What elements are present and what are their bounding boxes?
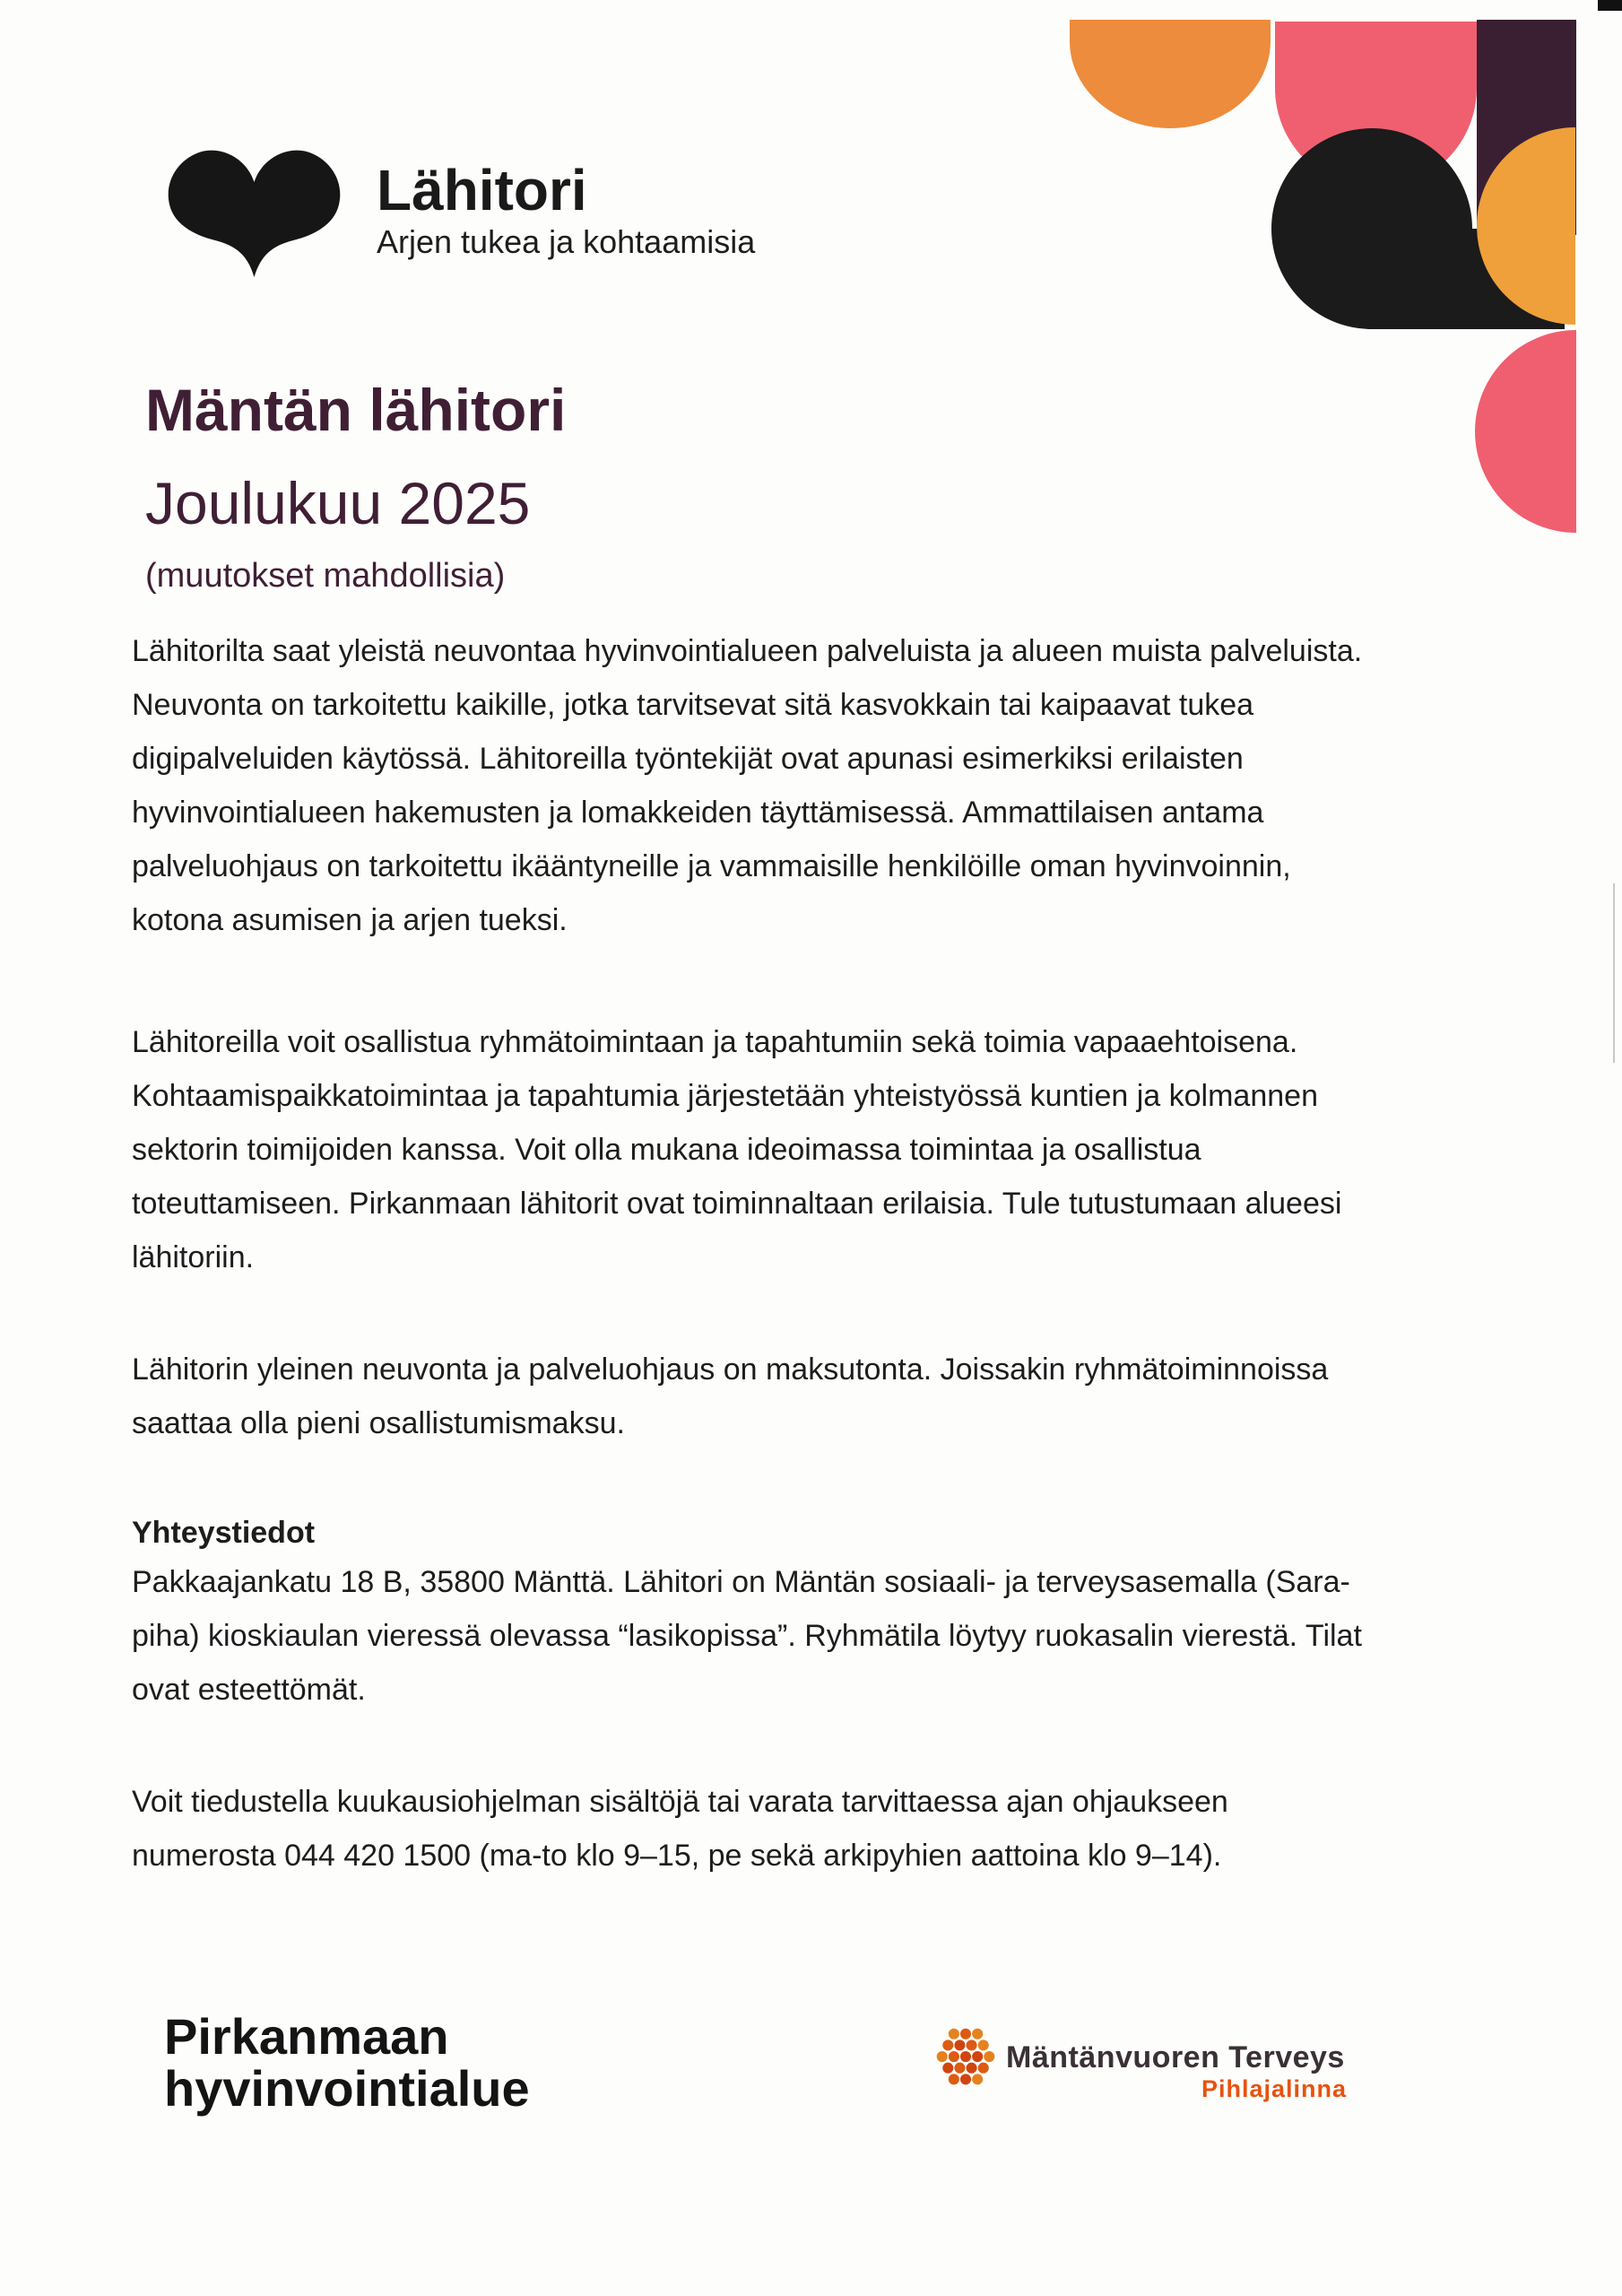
scan-edge-artifact [1613, 883, 1615, 1063]
dot-cluster-icon [932, 2022, 999, 2095]
text-line: Pakkaajankatu 18 B, 35800 Mänttä. Lähitori on Mäntän sosiaali- ja terveysasemalla (Sara- [132, 1565, 1350, 1599]
paragraph-1 [132, 624, 1566, 947]
page-subtitle: Joulukuu 2025 [145, 470, 531, 536]
pink-half-circle-shape [1475, 330, 1576, 533]
pirkanmaa-logo-line2: hyvinvointialue [164, 2060, 530, 2117]
text-line: Lähitoreilla voit osallistua ryhmätoimintaan ja tapahtumiin sekä toimia vapaaehtoisena. [132, 1025, 1298, 1059]
contact-block [132, 1555, 1566, 1717]
text-line: palveluohjaus on tarkoitettu ikääntyneille ja vammaisille henkilöille oman hyvinvoinnin, [132, 849, 1291, 883]
text-line: Kohtaamispaikkatoimintaa ja tapahtumia järjestetään yhteistyössä kuntien ja kolmannen [132, 1079, 1318, 1113]
text-line: saattaa olla pieni osallistumismaksu. [132, 1406, 625, 1440]
text-line: piha) kioskiaulan vieressä olevassa “lasikopissa”. Ryhmätila löytyy ruokasalin vierestä. Tilat [132, 1619, 1362, 1653]
contact-heading: Yhteystiedot [132, 1516, 316, 1550]
pirkanmaa-logo-line1: Pirkanmaan [164, 2008, 449, 2065]
text-line: toteuttamiseen. Pirkanmaan lähitorit ovat toiminnaltaan erilaisia. Tule tutustumaan alueesi [132, 1187, 1342, 1221]
text-line: lähitoriin. [132, 1240, 255, 1274]
pirkanmaa-logo [164, 2008, 530, 2117]
page-title: Mäntän lähitori [145, 377, 567, 443]
logo-subtitle: Arjen tukea ja kohtaamisia [377, 223, 756, 260]
heart-logo-icon [159, 142, 350, 278]
text-line: Neuvonta on tarkoitettu kaikille, jotka tarvitsevat sitä kasvokkain tai kaipaavat tukea [132, 688, 1254, 722]
text-line: Voit tiedustella kuukausiohjelman sisältöjä tai varata tarvittaessa ajan ohjaukseen [132, 1785, 1228, 1819]
text-line: Lähitorilta saat yleistä neuvontaa hyvinvointialueen palveluista ja alueen muista palveluista. [132, 634, 1363, 668]
closing-block [132, 1775, 1566, 1883]
text-line: sektorin toimijoiden kanssa. Voit olla mukana ideoimassa toimintaa ja osallistua [132, 1133, 1201, 1167]
mantanvuoren-terveys-logo-text: Mäntänvuoren Terveys [1006, 2040, 1345, 2074]
text-line: hyvinvointialueen hakemusten ja lomakkeiden täyttämisessä. Ammattilaisen antama [132, 796, 1264, 830]
text-line: digipalveluiden käytössä. Lähitoreilla työntekijät ovat apunasi esimerkiksi erilaisten [132, 742, 1244, 776]
page-note: (muutokset mahdollisia) [145, 557, 506, 595]
logo-title: Lähitori [377, 158, 587, 222]
text-line: Lähitorin yleinen neuvonta ja palveluohjaus on maksutonta. Joissakin ryhmätoiminnoissa [132, 1352, 1329, 1387]
scan-corner-artifact [1598, 0, 1622, 11]
paragraph-3 [132, 1343, 1566, 1450]
text-line: kotona asumisen ja arjen tueksi. [132, 903, 568, 937]
text-line: numerosta 044 420 1500 (ma-to klo 9–15, pe sekä arkipyhien aattoina klo 9–14). [132, 1839, 1222, 1873]
orange-arch-shape [1070, 20, 1271, 128]
paragraph-2 [132, 1015, 1566, 1284]
text-line: ovat esteettömät. [132, 1673, 366, 1707]
pihlajalinna-logo-text: Pihlajalinna [1201, 2075, 1347, 2102]
